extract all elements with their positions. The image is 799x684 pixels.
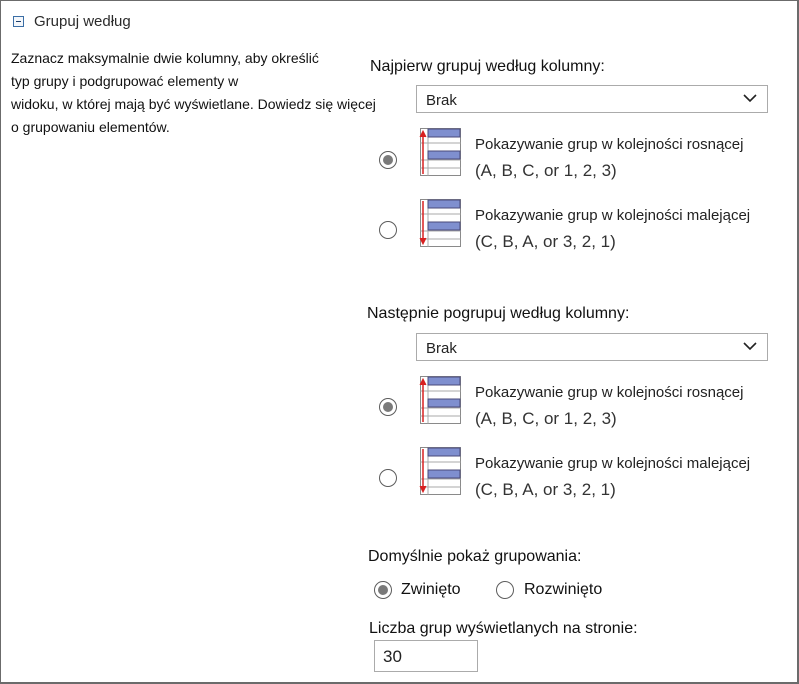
section-title: Grupuj według — [34, 13, 131, 30]
section-header[interactable] — [13, 13, 131, 30]
first-group-ascending-label: Pokazywanie grup w kolejności rosnącej (A, B, C, or 1, 2, 3) — [475, 136, 744, 180]
sort-ascending-icon — [415, 375, 461, 425]
sort-descending-icon — [415, 446, 461, 496]
second-group-select[interactable] — [416, 333, 768, 361]
collapse-icon[interactable] — [13, 16, 24, 27]
chevron-down-icon — [743, 93, 757, 103]
first-group-select-value: Brak — [426, 92, 457, 109]
description-line: widoku, w której mają być wyświetlane. Dowiedz się więcej — [11, 96, 376, 112]
sort-ascending-icon — [415, 127, 461, 177]
collapsed-radio[interactable] — [374, 581, 392, 599]
default-display-label: Domyślnie pokaż grupowania: — [368, 548, 582, 565]
second-group-label: Następnie pogrupuj według kolumny: — [367, 305, 630, 322]
second-group-select-value: Brak — [426, 340, 457, 357]
first-group-ascending-radio[interactable] — [379, 151, 397, 169]
second-group-descending-radio[interactable] — [379, 469, 397, 487]
second-group-ascending-radio[interactable] — [379, 398, 397, 416]
collapsed-label: Zwinięto — [401, 581, 461, 598]
description-line: o grupowaniu elementów. — [11, 119, 170, 135]
second-group-ascending-label: Pokazywanie grup w kolejności rosnącej (A, B, C, or 1, 2, 3) — [475, 384, 744, 428]
first-group-descending-label: Pokazywanie grup w kolejności malejącej (C, B, A, or 3, 2, 1) — [475, 207, 751, 251]
chevron-down-icon — [743, 341, 757, 351]
groups-per-page-label: Liczba grup wyświetlanych na stronie: — [369, 620, 638, 637]
first-group-descending-radio[interactable] — [379, 221, 397, 239]
first-group-select[interactable] — [416, 85, 768, 113]
sort-descending-icon — [415, 198, 461, 248]
expanded-radio[interactable] — [496, 581, 514, 599]
description-line: Zaznacz maksymalnie dwie kolumny, aby określić — [11, 50, 319, 66]
second-group-descending-label: Pokazywanie grup w kolejności malejącej (C, B, A, or 3, 2, 1) — [475, 455, 751, 499]
first-group-label: Najpierw grupuj według kolumny: — [370, 58, 605, 75]
expanded-label: Rozwinięto — [524, 581, 603, 598]
description-line: typ grupy i podgrupować elementy w — [11, 73, 239, 89]
groups-per-page-input[interactable]: 30 — [374, 640, 478, 672]
section-description — [11, 47, 406, 139]
